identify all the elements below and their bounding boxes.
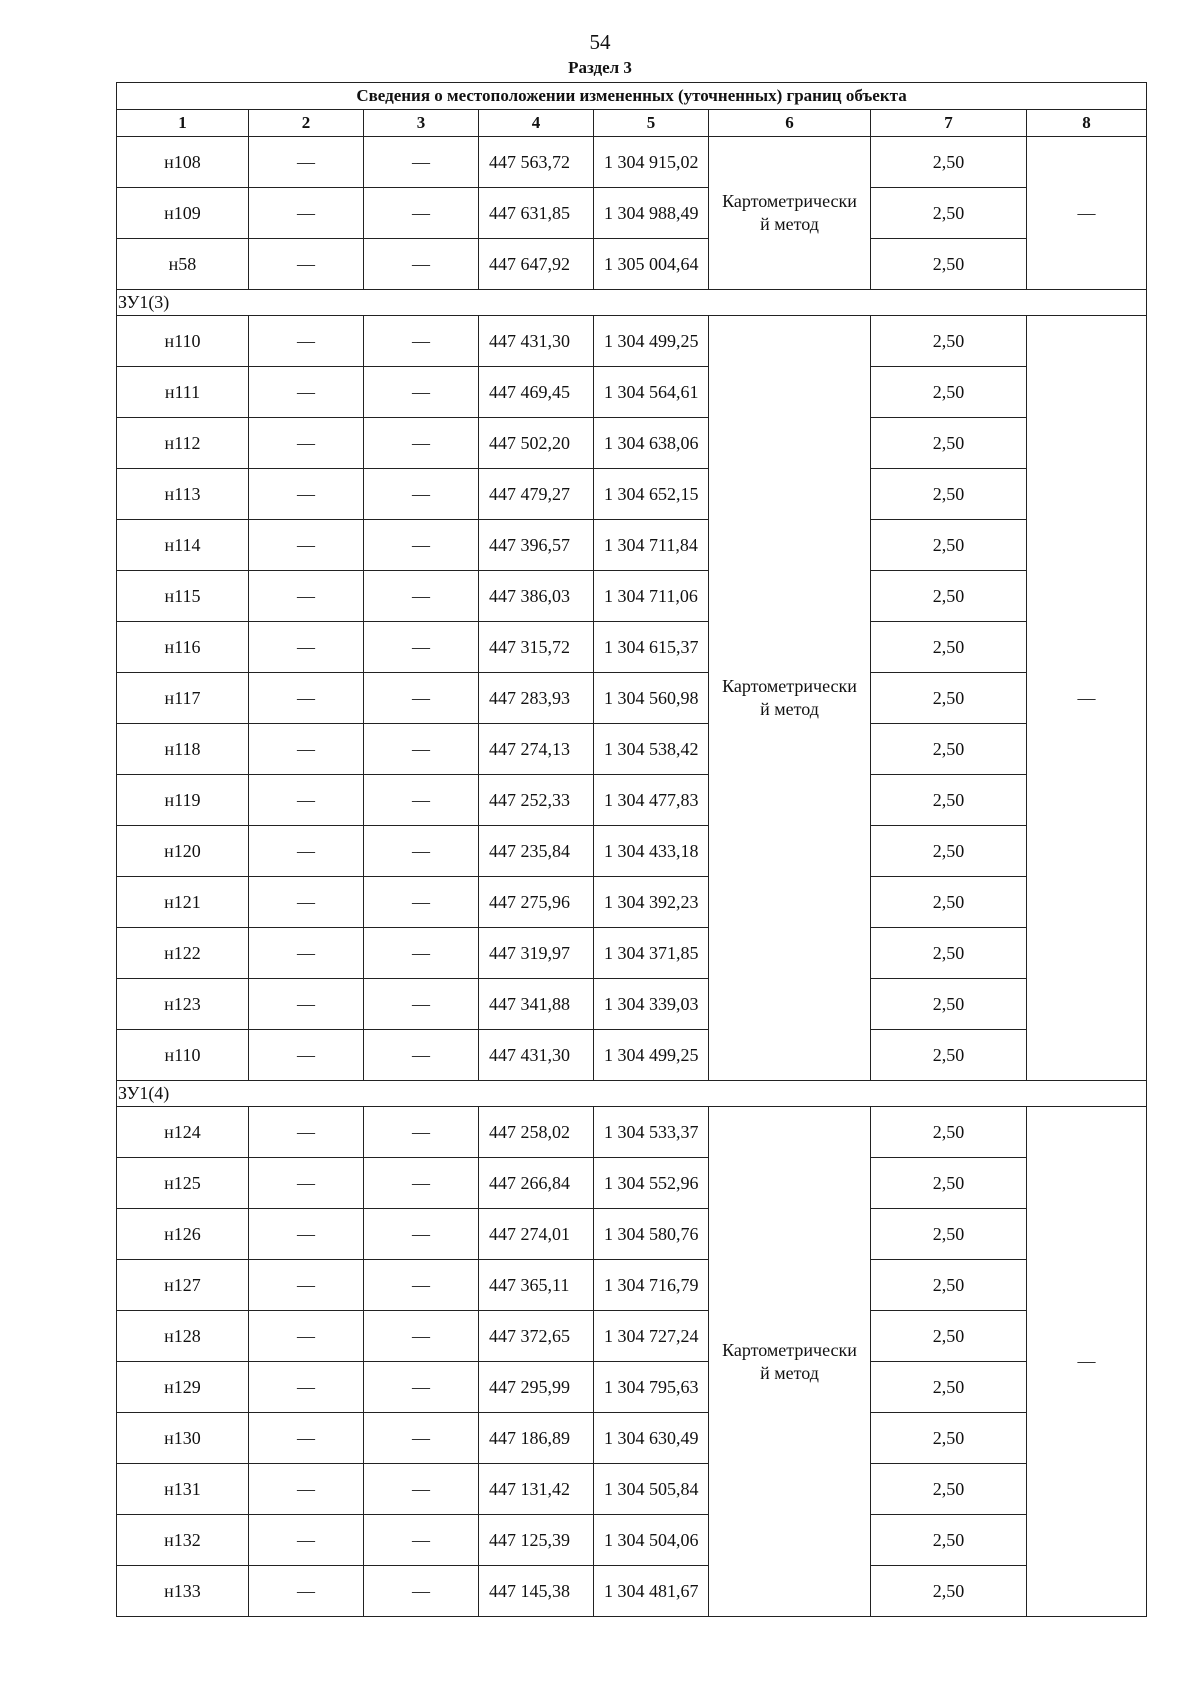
cell-col2: — (249, 571, 364, 622)
cell-col3: — (364, 1107, 479, 1158)
table-row (117, 469, 1147, 520)
cell-col3: — (364, 1566, 479, 1617)
column-header: 7 (871, 110, 1027, 137)
point-id: н112 (117, 418, 249, 469)
coord-x: 447 125,39 (479, 1515, 594, 1566)
cell-col3: — (364, 1158, 479, 1209)
cell-col2: — (249, 928, 364, 979)
cell-col2: — (249, 724, 364, 775)
coord-y: 1 304 580,76 (594, 1209, 709, 1260)
column-header: 2 (249, 110, 364, 137)
coord-y: 1 305 004,64 (594, 239, 709, 290)
column-header: 6 (709, 110, 871, 137)
method-line2: й метод (760, 1362, 819, 1383)
method-cell (709, 1107, 871, 1617)
point-id: н126 (117, 1209, 249, 1260)
point-id: н128 (117, 1311, 249, 1362)
section-title: Раздел 3 (568, 58, 632, 77)
cell-col3: — (364, 724, 479, 775)
column-header: 8 (1027, 110, 1147, 137)
table-row (117, 877, 1147, 928)
coord-x: 447 431,30 (479, 1030, 594, 1081)
cell-col2: — (249, 1209, 364, 1260)
cell-col3: — (364, 316, 479, 367)
cell-col2: — (249, 316, 364, 367)
coord-x: 447 186,89 (479, 1413, 594, 1464)
accuracy-value: 2,50 (871, 571, 1027, 622)
cell-col3: — (364, 928, 479, 979)
coord-y: 1 304 552,96 (594, 1158, 709, 1209)
coord-x: 447 396,57 (479, 520, 594, 571)
point-id: н108 (117, 137, 249, 188)
coord-x: 447 275,96 (479, 877, 594, 928)
accuracy-value: 2,50 (871, 877, 1027, 928)
coord-x: 447 145,38 (479, 1566, 594, 1617)
point-id: н131 (117, 1464, 249, 1515)
coord-y: 1 304 499,25 (594, 1030, 709, 1081)
accuracy-value: 2,50 (871, 1413, 1027, 1464)
accuracy-value: 2,50 (871, 418, 1027, 469)
cell-col2: — (249, 1311, 364, 1362)
cell-col2: — (249, 1107, 364, 1158)
coord-y: 1 304 564,61 (594, 367, 709, 418)
accuracy-value: 2,50 (871, 1311, 1027, 1362)
cell-col3: — (364, 826, 479, 877)
coord-x: 447 315,72 (479, 622, 594, 673)
table-row (117, 316, 1147, 367)
cell-col3: — (364, 1209, 479, 1260)
table-row (117, 367, 1147, 418)
point-id: н111 (117, 367, 249, 418)
point-id: н132 (117, 1515, 249, 1566)
coord-y: 1 304 711,84 (594, 520, 709, 571)
table-row (117, 1260, 1147, 1311)
cell-col3: — (364, 979, 479, 1030)
table-row (117, 1362, 1147, 1413)
note-cell: — (1027, 316, 1147, 1081)
cell-col3: — (364, 1515, 479, 1566)
coord-y: 1 304 481,67 (594, 1566, 709, 1617)
table-row (117, 1030, 1147, 1081)
point-id: н114 (117, 520, 249, 571)
point-id: н116 (117, 622, 249, 673)
coord-y: 1 304 538,42 (594, 724, 709, 775)
cell-col3: — (364, 520, 479, 571)
table-row (117, 775, 1147, 826)
accuracy-value: 2,50 (871, 520, 1027, 571)
cell-col2: — (249, 469, 364, 520)
point-id: н109 (117, 188, 249, 239)
method-line1: Картометрически (722, 676, 857, 696)
accuracy-value: 2,50 (871, 1030, 1027, 1081)
coord-y: 1 304 533,37 (594, 1107, 709, 1158)
point-id: н110 (117, 1030, 249, 1081)
coord-y: 1 304 477,83 (594, 775, 709, 826)
accuracy-value: 2,50 (871, 1362, 1027, 1413)
cell-col2: — (249, 1464, 364, 1515)
accuracy-value: 2,50 (871, 316, 1027, 367)
method-line2: й метод (760, 214, 819, 234)
accuracy-value: 2,50 (871, 979, 1027, 1030)
accuracy-value: 2,50 (871, 1107, 1027, 1158)
coord-y: 1 304 371,85 (594, 928, 709, 979)
cell-col2: — (249, 367, 364, 418)
accuracy-value: 2,50 (871, 673, 1027, 724)
table-row (117, 979, 1147, 1030)
accuracy-value: 2,50 (871, 724, 1027, 775)
coord-y: 1 304 795,63 (594, 1362, 709, 1413)
coord-y: 1 304 339,03 (594, 979, 709, 1030)
point-id: н133 (117, 1566, 249, 1617)
cell-col2: — (249, 1413, 364, 1464)
accuracy-value: 2,50 (871, 1515, 1027, 1566)
boundary-table (116, 82, 1147, 1617)
coord-y: 1 304 499,25 (594, 316, 709, 367)
table-row (117, 137, 1147, 188)
point-id: н127 (117, 1260, 249, 1311)
point-id: н119 (117, 775, 249, 826)
cell-col2: — (249, 1158, 364, 1209)
table-row (117, 1209, 1147, 1260)
cell-col2: — (249, 1260, 364, 1311)
cell-col2: — (249, 877, 364, 928)
table-row (117, 622, 1147, 673)
coord-y: 1 304 727,24 (594, 1311, 709, 1362)
coord-x: 447 341,88 (479, 979, 594, 1030)
coord-x: 447 631,85 (479, 188, 594, 239)
table-title: Сведения о местоположении измененных (уточненных) границ объекта (117, 83, 1147, 110)
coord-x: 447 266,84 (479, 1158, 594, 1209)
point-id: н120 (117, 826, 249, 877)
accuracy-value: 2,50 (871, 775, 1027, 826)
point-id: н113 (117, 469, 249, 520)
cell-col2: — (249, 1566, 364, 1617)
method-line2: й метод (760, 699, 819, 719)
method-line1: Картометрически (722, 191, 857, 211)
note-cell: — (1027, 137, 1147, 290)
cell-col2: — (249, 1515, 364, 1566)
cell-col3: — (364, 1260, 479, 1311)
table-row (117, 188, 1147, 239)
accuracy-value: 2,50 (871, 188, 1027, 239)
cell-col3: — (364, 367, 479, 418)
point-id: н122 (117, 928, 249, 979)
point-id: н129 (117, 1362, 249, 1413)
accuracy-value: 2,50 (871, 367, 1027, 418)
table-row (117, 1158, 1147, 1209)
coord-x: 447 283,93 (479, 673, 594, 724)
point-id: н125 (117, 1158, 249, 1209)
note-cell: — (1027, 1107, 1147, 1617)
table-row (117, 418, 1147, 469)
table-row (117, 520, 1147, 571)
coord-x: 447 479,27 (479, 469, 594, 520)
page-number: 54 (589, 30, 611, 54)
cell-col3: — (364, 1030, 479, 1081)
cell-col2: — (249, 137, 364, 188)
accuracy-value: 2,50 (871, 1209, 1027, 1260)
coord-x: 447 469,45 (479, 367, 594, 418)
accuracy-value: 2,50 (871, 239, 1027, 290)
coord-y: 1 304 716,79 (594, 1260, 709, 1311)
accuracy-value: 2,50 (871, 622, 1027, 673)
coord-y: 1 304 504,06 (594, 1515, 709, 1566)
coord-y: 1 304 560,98 (594, 673, 709, 724)
coord-x: 447 295,99 (479, 1362, 594, 1413)
cell-col3: — (364, 673, 479, 724)
column-header: 4 (479, 110, 594, 137)
cell-col3: — (364, 418, 479, 469)
coord-x: 447 365,11 (479, 1260, 594, 1311)
table-row (117, 826, 1147, 877)
table-row (117, 1311, 1147, 1362)
table-row (117, 928, 1147, 979)
point-id: н118 (117, 724, 249, 775)
coord-y: 1 304 711,06 (594, 571, 709, 622)
method-cell (709, 316, 871, 1081)
table-row (117, 571, 1147, 622)
cell-col2: — (249, 1030, 364, 1081)
coord-x: 447 319,97 (479, 928, 594, 979)
accuracy-value: 2,50 (871, 469, 1027, 520)
coord-x: 447 647,92 (479, 239, 594, 290)
cell-col3: — (364, 1464, 479, 1515)
coord-y: 1 304 433,18 (594, 826, 709, 877)
coord-x: 447 274,13 (479, 724, 594, 775)
coord-y: 1 304 630,49 (594, 1413, 709, 1464)
coord-y: 1 304 638,06 (594, 418, 709, 469)
accuracy-value: 2,50 (871, 137, 1027, 188)
cell-col3: — (364, 775, 479, 826)
table-row (117, 239, 1147, 290)
coord-y: 1 304 652,15 (594, 469, 709, 520)
coord-y: 1 304 988,49 (594, 188, 709, 239)
table-row (117, 1413, 1147, 1464)
point-id: н110 (117, 316, 249, 367)
point-id: н115 (117, 571, 249, 622)
cell-col2: — (249, 418, 364, 469)
accuracy-value: 2,50 (871, 1158, 1027, 1209)
cell-col2: — (249, 622, 364, 673)
coord-x: 447 252,33 (479, 775, 594, 826)
point-id: н121 (117, 877, 249, 928)
group-label: ЗУ1(4) (117, 1081, 1147, 1107)
cell-col3: — (364, 571, 479, 622)
cell-col2: — (249, 520, 364, 571)
cell-col2: — (249, 775, 364, 826)
cell-col2: — (249, 826, 364, 877)
accuracy-value: 2,50 (871, 928, 1027, 979)
cell-col2: — (249, 979, 364, 1030)
point-id: н124 (117, 1107, 249, 1158)
table-row (117, 673, 1147, 724)
column-header: 1 (117, 110, 249, 137)
coord-x: 447 563,72 (479, 137, 594, 188)
coord-y: 1 304 915,02 (594, 137, 709, 188)
group-label-row (117, 1081, 1147, 1107)
coord-x: 447 131,42 (479, 1464, 594, 1515)
accuracy-value: 2,50 (871, 1566, 1027, 1617)
table-row (117, 1515, 1147, 1566)
point-id: н117 (117, 673, 249, 724)
cell-col2: — (249, 239, 364, 290)
accuracy-value: 2,50 (871, 826, 1027, 877)
column-header: 5 (594, 110, 709, 137)
group-label: ЗУ1(3) (117, 290, 1147, 316)
cell-col3: — (364, 188, 479, 239)
coord-x: 447 274,01 (479, 1209, 594, 1260)
cell-col3: — (364, 622, 479, 673)
column-header-row (117, 110, 1147, 137)
cell-col3: — (364, 137, 479, 188)
method-cell (709, 137, 871, 290)
accuracy-value: 2,50 (871, 1464, 1027, 1515)
coord-y: 1 304 615,37 (594, 622, 709, 673)
point-id: н130 (117, 1413, 249, 1464)
table-row (117, 724, 1147, 775)
method-line1: Картометрически (722, 1339, 857, 1360)
cell-col2: — (249, 188, 364, 239)
cell-col2: — (249, 673, 364, 724)
table-row (117, 1107, 1147, 1158)
coord-y: 1 304 505,84 (594, 1464, 709, 1515)
cell-col3: — (364, 1362, 479, 1413)
coord-x: 447 502,20 (479, 418, 594, 469)
coord-x: 447 258,02 (479, 1107, 594, 1158)
cell-col3: — (364, 469, 479, 520)
coord-x: 447 235,84 (479, 826, 594, 877)
cell-col3: — (364, 1413, 479, 1464)
coord-x: 447 372,65 (479, 1311, 594, 1362)
cell-col2: — (249, 1362, 364, 1413)
group-label-row (117, 290, 1147, 316)
coord-x: 447 386,03 (479, 571, 594, 622)
coord-x: 447 431,30 (479, 316, 594, 367)
coord-y: 1 304 392,23 (594, 877, 709, 928)
cell-col3: — (364, 239, 479, 290)
table-row (117, 1566, 1147, 1617)
accuracy-value: 2,50 (871, 1260, 1027, 1311)
column-header: 3 (364, 110, 479, 137)
cell-col3: — (364, 877, 479, 928)
table-row (117, 1464, 1147, 1515)
point-id: н123 (117, 979, 249, 1030)
point-id: н58 (117, 239, 249, 290)
cell-col3: — (364, 1311, 479, 1362)
